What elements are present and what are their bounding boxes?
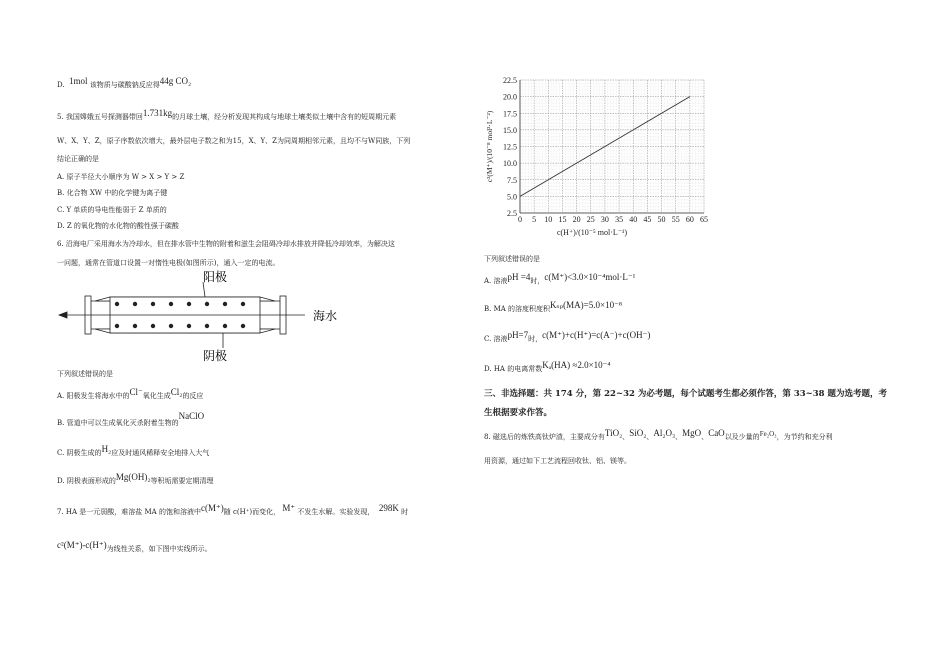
cathode-dot	[205, 324, 209, 328]
x-tick-label: 15	[558, 215, 567, 224]
q6-option-c: C. 阴极生成的H₂应及时通风稀释安全地排入大气	[57, 444, 210, 457]
q7-stem-line2: c²(M⁺)-c(H⁺)为线性关系，如下图中实线所示。	[57, 540, 212, 553]
anode-dot	[187, 302, 191, 306]
x-tick-label: 40	[629, 215, 638, 224]
section-3-heading-line2: 生根据要求作答。	[484, 408, 553, 418]
y-tick-label: 12.5	[503, 142, 517, 152]
q6-option-d: D. 阴极表面形成的Mg(OH)₂等积垢需要定期清理	[57, 472, 214, 485]
seawater-label: 海水	[313, 309, 338, 323]
cathode-dot	[241, 324, 245, 328]
y-tick-label: 2.5	[507, 209, 517, 218]
q6-option-a: A. 阳极发生将海水中的Cl⁻氧化生成Cl₂的反应	[57, 387, 204, 400]
x-tick-label: 5	[532, 215, 537, 224]
cathode-label: 阴极	[203, 349, 228, 362]
q7-option-c: C. 溶液pH=7时，c(M⁺)+c(H⁺)=c(A⁻)+c(OH⁻)	[484, 330, 651, 343]
electrode-pipe-diagram	[55, 270, 365, 362]
anode-dot	[223, 302, 227, 306]
q6-prompt: 下列叙述错误的是	[57, 370, 113, 378]
y-tick-label: 7.5	[507, 175, 517, 185]
q5-stem-line3: 结论正确的是	[57, 155, 99, 163]
cathode-dot	[151, 324, 155, 328]
x-tick-label: 65	[700, 215, 708, 224]
anode-dot	[169, 302, 173, 306]
q5-option-d: D. Z 的氧化物的水化物的酸性强于碳酸	[57, 222, 179, 230]
y-axis-label: c²(M⁺)/(10⁻⁸ mol²·L⁻²)	[485, 110, 494, 183]
y-tick-label: 20.0	[503, 92, 517, 102]
q6-option-b: B. 管道中可以生成氧化灭杀附着生物的NaClO	[57, 411, 205, 427]
x-tick-label: 0	[518, 215, 522, 224]
anode-dot	[151, 302, 155, 306]
x-axis-label: c(H⁺)/(10⁻⁵ mol·L⁻¹)	[556, 228, 628, 237]
x-tick-label: 30	[600, 215, 609, 224]
x-tick-label: 20	[572, 215, 581, 224]
cathode-dot	[223, 324, 227, 328]
anode-dot	[115, 302, 119, 306]
q7-option-b: B. MA 的溶度积度积Kₛₚ(MA)=5.0×10⁻⁸	[484, 300, 622, 313]
cathode-dot	[133, 324, 137, 328]
x-tick-label: 50	[657, 215, 666, 224]
anode-label: 阳极	[203, 270, 228, 284]
y-tick-label: 15.0	[503, 125, 517, 135]
y-tick-label: 22.5	[503, 76, 517, 85]
q5-option-c: C. Y 单质的导电性能弱于 Z 单质的	[57, 206, 167, 214]
q5-stem-line2: W、X、Y、Z，原子序数依次增大，最外层电子数之和为15，X、Y、Z为同周期相邻元素，且均不与W同族，下列	[57, 137, 411, 145]
q6-stem-line2: 一问题，通常在管道口设置一对惰性电极(如图所示)，通入一定的电流。	[57, 259, 280, 267]
q8-stem-line2: 用资源，通过如下工艺流程回收钛、铝、镁等。	[484, 457, 631, 465]
x-tick-label: 60	[685, 215, 694, 224]
q7-option-d: D. HA 的电离常数Kₐ(HA) ≈2.0×10⁻⁴	[484, 360, 611, 373]
q7-prompt: 下列叙述错误的是	[484, 255, 540, 263]
linear-plot-chart	[484, 74, 720, 244]
anode-dot	[133, 302, 137, 306]
x-tick-label: 10	[544, 215, 553, 224]
q7-option-a: A. 溶液pH =4时，c(M⁺)<3.0×10⁻⁴mol·L⁻¹	[484, 272, 636, 285]
x-tick-label: 25	[586, 215, 595, 224]
x-tick-label: 55	[671, 215, 680, 224]
q6-stem-line1: 6. 沿海电厂采用海水为冷却水，但在排水管中生物的附着和滋生会阻碍冷却水排放并降低冷却效率，为解决这	[57, 240, 395, 248]
anode-dot	[205, 302, 209, 306]
q5-option-a: A. 原子半径大小顺序为 W > X > Y > Z	[57, 173, 185, 181]
x-tick-label: 35	[615, 215, 624, 224]
q7-stem-line1: 7. HA 是一元弱酸，难溶盐 MA 的饱和溶液中c(M⁺)随 c(H⁺)而变化， M⁺ 不发生水解。实验发现， 298K 时	[57, 503, 409, 516]
x-tick-label: 45	[643, 215, 652, 224]
y-tick-label: 10.0	[503, 159, 517, 169]
anode-dot	[241, 302, 245, 306]
q5-stem-line1: 5. 我国嫦娥五号探测器带回1.731kg的月球土壤，经分析发现其构成与地球土壤类似土壤中含有的短周期元素	[57, 108, 397, 121]
q4-option-d: D. 1mol 该物质与碳酸钠反应得44g CO₂	[57, 76, 192, 89]
section-3-heading-line1: 三、非选择题：共 174 分，第 22~32 为必考题，每个试题考生都必须作答，第 33~38 题为选考题，考	[484, 389, 888, 399]
anode-leader	[203, 282, 205, 297]
y-tick-label: 17.5	[503, 109, 517, 119]
q8-stem-line1: 8. 磁选后的炼铁高钛炉渣，主要成分有TiO₂、SiO₂、Al₂O₃、MgO、CaO以及少量的Fe₂O₃，为节约和充分利	[484, 428, 833, 441]
cathode-dot	[169, 324, 173, 328]
chart-grid	[520, 80, 704, 213]
y-tick-label: 5.0	[507, 192, 517, 202]
q5-option-b: B. 化合物 XW 中的化学键为离子键	[57, 189, 168, 197]
flow-arrow-head	[59, 312, 67, 318]
cathode-dot	[115, 324, 119, 328]
cathode-dot	[187, 324, 191, 328]
